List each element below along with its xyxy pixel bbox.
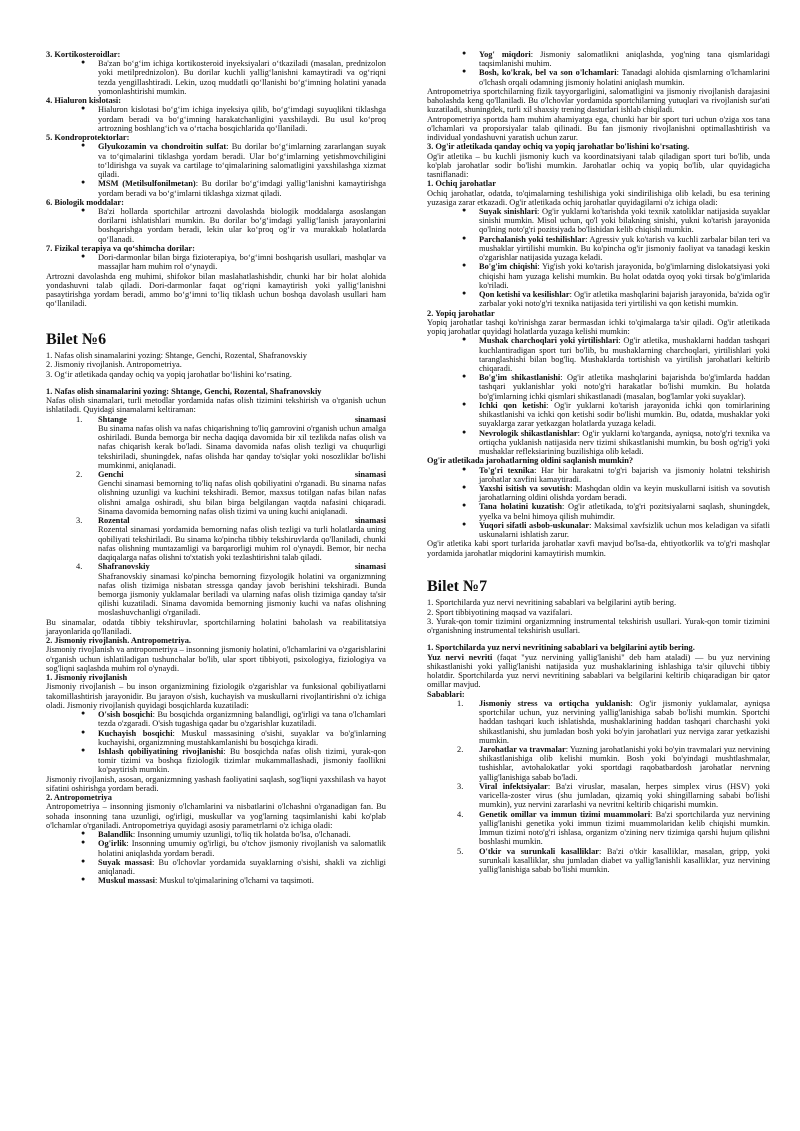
list-item xyxy=(98,729,386,747)
test-word: sinamasi xyxy=(354,516,386,526)
item-text: Genchi sinamasi bemorning to'liq nafas olish qobiliyatini o'rganadi. Bu sinama nafas olishning uzunligi va kuchini tekshiradi. Bemor, maxsus totilgan nafas bilan nafas olishni amalga oshiradi, shu bilan birga belgilangan vaqtda nafasini chiqaradi. Sinama davomida bemorning nafas olish tizimi va uning kuchi aniqlanadi. xyxy=(98,479,386,516)
test-word: sinamasi xyxy=(354,562,386,572)
item-text: : Og'ir atletika mashqlarini bajarish jarayonida, ba'zida og'ir zarbalar yoki noto'g'ri texnika natijasida teri yirtilishi va qon ketishi mumkin. xyxy=(479,290,771,309)
list-item xyxy=(98,207,386,244)
item-text: : Ba'zi sportchilarda yuz nervining yallig'lanishi genetika yoki immun tizimi muammolaridan kelib chiqishi mumkin. Immun tizimi noto'g'ri ishlasa, organizm o'zining nerv tizimiga qarshi hujum qilishni boshlashi mumkin. xyxy=(479,809,771,847)
term: Viral infektsiyalar xyxy=(479,781,548,791)
list-item xyxy=(98,179,386,197)
item-text: : Har bir harakatni to'g'ri bajarish va jismoniy holatni tekshirish jarohatlar xavfini kamaytiradi. xyxy=(479,465,770,484)
bullet-list xyxy=(427,466,770,540)
item-text: : Muskul massasining o'sishi, suyaklar va bo'g'inlarning kuchayishi, organizmning mustahkamlanishi bu bosqichga kiradi. xyxy=(98,728,387,747)
term: Og'irlik xyxy=(98,839,127,849)
term: Genetik omillar va immun tizimi muammolari xyxy=(479,809,651,819)
item-text: : Bu bosqichda nafas olish tizimi, yurak-qon tomir tizimi va boshqa fiziologik tizimlar mukammallashadi, jismoniy faollikni ko'paytirish mumkin. xyxy=(98,747,386,775)
paragraph-text: Hialuron kislotasi bo‘g‘im ichiga inyeksiya qilib, bo‘g‘imdagi suyuqlikni tiklashga yordam beradi va bo‘g‘imning harakatchanligini yaxshilaydi. Bu usul ko‘proq artrozning boshlang‘ich va o‘rtacha bosqichlarida qo‘llaniladi. xyxy=(98,105,386,133)
paragraph: Bu sinamalar, odatda tibbiy tekshiruvlar, sportchilarning holatini baholash va reabilitatsiya jarayonlarida qo'llaniladi. xyxy=(46,617,386,636)
paragraph: Nafas olish sinamalari, turli metodlar yordamida nafas olish tizimini tekshirish va o'rganish uchun ishlatiladi. Quyidagi sinamalarni keltiraman: xyxy=(46,396,386,415)
list-item xyxy=(76,562,386,618)
term: Bo'g'im shikastlanishi xyxy=(479,373,561,383)
item-text: : Agressiv yuk ko'tarish va kuchli zarbalar bilan teri va mushaklar yirtilishi mumkin. Bu ko'pincha og'ir jismoniy faoliyat va tanadagi keskin o'zgarishlar natijasida yuzaga keladi. xyxy=(479,234,770,263)
item-text: : Og'ir atletikada, to'g'ri pozitsiyalarni saqlash, shuningdek, yyelka va belni himoya qilish muhimdir. xyxy=(479,502,770,521)
item-text: : Og'ir yuklarni ko'tarishda yoki texnik xatoliklar natijasida suyaklar sinishi mumkin. Misol uchun, qo'l yoki bilakning sinishi, yukni ko'tarish jarayonida qo'lning noto'g'ri pozitsiyada bo'lishidan kelib chiqishi mumkin. xyxy=(479,206,770,235)
list-item xyxy=(479,502,770,520)
list-item xyxy=(479,50,770,68)
item-text: : Insonning umumiy og'irligi, bu o'tchov jismoniy rivojlanish va salomatlik holatini aniqlashda yordam beradi. xyxy=(98,839,386,858)
sub-heading: 1. Jismoniy rivojlanish xyxy=(46,673,128,683)
term: O'sish bosqichi xyxy=(98,710,153,720)
list-item xyxy=(98,839,386,857)
bullet-list xyxy=(46,142,386,197)
term: Yuqori sifatli asbob-uskunalar xyxy=(479,520,590,530)
list-number: 1. xyxy=(76,414,83,424)
item-text: : Yig'ish yoki ko'tarish jarayonida, bo'g'imlarning dislokatsiyasi yoki chiqishi ham yuzaga kelishi mumkin. Bu holat odatda oyoq yoki tirsak bo'g'imlarida ko'riladi. xyxy=(479,262,770,290)
item-text: : Og'ir yuklarni ko'tarish jarayonida ichki qon tomirlarining shikastlanishi va ichki qon ketishi sodir bo'lishi mumkin. Bu, odatda, mushaklar yoki suyaklarga zarar yetkazgan holatlarda yuzaga keladi. xyxy=(479,400,770,429)
term: Parchalanish yoki teshilishlar xyxy=(479,234,586,244)
term: Qon ketishi va kesilishlar xyxy=(479,290,570,300)
section-heading: 7. Fizikal terapiya va qo‘shimcha dorilar: xyxy=(46,243,195,253)
list-number: 2. xyxy=(76,469,83,479)
item-text: : Bu dorilar bo‘g‘imdagi yallig‘lanishni kamaytirishga yordam beradi va bo‘g‘imlarni tiklashga xizmat qiladi. xyxy=(98,179,386,198)
term: Kuchayish bosqichi xyxy=(98,728,173,738)
item-text: : Bu dorilar bo‘g‘imlarning zararlangan suyak va to‘qimalarini tiklashga yordam beradi. Ular bo‘g‘imlarning yetishmovchiligini to‘ldirishga va suyak va cartilage to‘qimalarining salomatligini yaxshilashga xizmat qiladi. xyxy=(98,142,386,180)
item-text: : Og'ir atletika, mushaklarni haddan tashqari kuchlantiradigan sport turi bo'lib, bu mushaklarning charchoqlari, yirtilishlari yoki taranglashishi bilan bog'liq. Mushaklarda tortishish va yirtilish jarohatlari keltirib chiqaradi. xyxy=(479,336,770,373)
test-word: sinamasi xyxy=(354,469,386,479)
list-number: 4. xyxy=(457,809,464,819)
list-item xyxy=(479,466,770,484)
bullet-list xyxy=(427,207,770,309)
list-item xyxy=(98,830,386,839)
term: Muskul massasi xyxy=(98,876,156,886)
item-text: : Og'ir yuklarni ko'targanda, ayniqsa, noto'g'ri texnika va ortiqcha yuklanish natijasida nerv tizimi shikastlanishi mumkin, bu bosh og'rig'i yoki mushaklar refleksiarining buzilishiga olib keladi. xyxy=(479,428,770,457)
section-heading: 3. Kortikosteroidlar: xyxy=(46,50,121,59)
item-text: Dori-darmonlar bilan birga fizioterapiya, bo‘g‘imni boshqarish usullari, mashqlar va massajlar ham muhim rol o‘ynaydi. xyxy=(98,253,386,272)
term: Yuz nervi nevriti xyxy=(427,652,493,662)
item-text: : Ba'zi o'tkir kasalliklar, masalan, gripp, yoki surunkali kasalliklar, shu jumladan diabet va yallig'lanishli kasalliklar, yuz nervining yallig'lanishiga sabab bo'lishi mumkin. xyxy=(479,846,770,875)
sub-heading: Sabablari: xyxy=(427,689,465,699)
item-text: : Tanadagi alohida qismlarning o'lchamlarini o'lchash orqali odamning jismoniy holatini aniqlash mumkin. xyxy=(479,68,770,87)
sub-heading: Og'ir atletikada jarohatlarning oldini saqlanish mumkin? xyxy=(427,456,634,466)
question: 2. Sport tibbiyotining maqsad va vazifalari. xyxy=(427,607,573,617)
item-text: : Yuzning jarohatlanishi yoki bo'yin travmalari yuz nervining shikastlanishiga olib kelishi mumkin. Bosh yoki bo'yindagi mushtlashmalar, tushishlar, avtohalokatlar yoki sportdagi raqobatbardosh jarohatlar nervning yallig'lanishiga sabab bo'ladi. xyxy=(479,745,770,782)
test-name: Shtange xyxy=(98,414,127,424)
item-text: : Insonning umumiy uzunligi, to'liq tik holatda bo'lsa, o'lchanadi. xyxy=(132,830,351,840)
list-item xyxy=(479,336,770,373)
term: Suyak massasi xyxy=(98,857,152,867)
sub-heading: 1. Ochiq jarohatlar xyxy=(427,179,496,189)
bullet-list xyxy=(427,50,770,87)
paragraph: Antropometriya – insonning jismoniy o'lchamlarini va nisbatlarini o'lchashni o'rganadigan fan. Bu sohada insonning tana uzunligi, og'irligi, muskullar va yog'larning taqsimlanishi kabi ko'plab o'lchamlar o'rganiladi. Antropometriya quyidagi asosiy parametrlarni o'z ichiga oladi: xyxy=(46,802,386,830)
list-item xyxy=(457,846,770,875)
right-column xyxy=(427,50,770,874)
list-item xyxy=(479,401,770,429)
section-heading: 5. Kondroprotektorlar: xyxy=(46,133,130,143)
item-text: : Bu bosqichda organizmning balandligi, og'irligi va tana o'lchamlari tezda o'zgaradi. O'sish tugashiga qadar bu o'zgarishlar kuzatiladi. xyxy=(98,710,386,729)
term: Tana holatini kuzatish xyxy=(479,502,562,512)
list-item xyxy=(76,414,386,470)
test-title xyxy=(98,470,386,479)
sub-heading: 2. Yopiq jarohatlar xyxy=(427,308,495,318)
test-name: Genchi xyxy=(98,469,124,479)
term: Nevrologik shikastlanishlar xyxy=(479,428,578,438)
ticket-title: Bilet №7 xyxy=(427,577,488,595)
term: Mushak charchoqlari yoki yirtilishlari xyxy=(479,336,619,346)
test-title xyxy=(98,516,386,525)
item-text: : Bu o'lchovlar yordamida suyaklarning o'sishi, shakli va zichligi aniqlanadi. xyxy=(98,857,386,877)
paragraph: Og'ir atletika kabi sport turlarida jarohatlar xavfi mavjud bo'lsa-da, ehtiyotkorlik va to'g'ri mashqlar yordamida jarohatlar miqdorini kamaytirish mumkin. xyxy=(427,539,770,558)
list-item xyxy=(98,253,386,271)
section-heading: 6. Biologik moddalar: xyxy=(46,197,124,207)
list-item xyxy=(479,290,770,308)
term: MSM (Metilsulfonilmetan) xyxy=(98,179,196,189)
section-heading: 4. Hialuron kislotasi: xyxy=(46,96,122,106)
question: 1. Sportchilarda yuz nervi nevritining sabablari va belgilarini aytib bering. xyxy=(427,598,677,608)
term: Jismoniy stress va ortiqcha yuklanish xyxy=(479,698,631,708)
paragraph: Antropometriya sportchilarning fizik tayyorgarligini, salomatligini va jismoniy rivojlanish darajasini baholashda keng qo'llaniladi. Bu o'lchovlar yordamida sportchilarning yutuqlari va rivojlanish sur'ati kuzatiladi, shuningdek, turli xil shaxsiy trening dasturlari ishlab chiqiladi. xyxy=(427,86,770,115)
item-text: : Ba'zi viruslar, masalan, herpes simplex virus (HSV) yoki varicella-zoster virus (shu jumladan, qizamiq yoki shingillarning sababi bo'lishi mumkin), yuz nervini zararlashi va nevritni keltirib chiqarishi mumkin. xyxy=(479,781,770,810)
answer-heading: 2. Jismoniy rivojlanish. Antropometriya. xyxy=(46,636,192,646)
paragraph: Yopiq jarohatlar tashqi ko'rinishga zarar bermasdan ichki to'qimalarga ta'sir qiladi. Og'ir atletikada yopiq jarohatlar quyidagi holatlarda yuzaga kelishi mumkin: xyxy=(427,317,770,337)
list-item xyxy=(479,235,770,263)
test-word: sinamasi xyxy=(354,414,386,424)
paragraph: Jismoniy rivojlanish – bu inson organizmining fiziologik o'zgarishlar va funksional qobiliyatlarni takomillashtirish jarayonidir. Bu jarayon o'sish, kuchayish va muskullarni rivojlantirishni o'z ichiga oladi. Jismoniy rivojlanish quyidagi bosqichlarda kuzatiladi: xyxy=(46,682,386,710)
answer-heading: 1. Nafas olish sinamalarini yozing: Shtange, Genchi, Rozental, Shafranovskiy xyxy=(46,386,322,396)
term: Yaxshi isitish va sovutish xyxy=(479,484,571,494)
list-number: 3. xyxy=(457,781,464,791)
item-text: : Mashqdan oldin va keyin muskullarni isitish va sovutish jarohatlarning oldini olishda yordam beradi. xyxy=(479,484,770,503)
list-item xyxy=(457,781,770,810)
list-item xyxy=(98,59,386,96)
list-item xyxy=(457,809,771,847)
list-item xyxy=(98,710,386,728)
paragraph: Artrozni davolashda eng muhimi, shifokor bilan maslahatlashishdir, chunki har bir holat alohida yondashuvni talab qiladi. Dori-darmonlar faqat og‘riqni kamaytirish yoki yallig‘lanishni pasaytirishga yordam beradi, ammo bo‘g‘imni to‘liq tiklash uchun boshqa davolash usullari ham qo‘llaniladi. xyxy=(46,271,386,309)
paragraph: Antropometriya sportda ham muhim ahamiyatga ega, chunki har bir sport turi uchun o'ziga xos tana o'lchamlari va proporsiyalar talab qilinadi. Bu fan jismoniy rivojlanishni optimallashtirish va individual yondashuvni yaratish uchun zarur. xyxy=(427,114,770,143)
sub-heading: 2. Antropometriya xyxy=(46,793,112,803)
bullet-list xyxy=(46,105,386,133)
list-item xyxy=(98,105,386,133)
paragraph: Ochiq jarohatlar, odatda, to'qimalarning teshilishiga yoki sindirilishiga olib keladi, bu esa terining yuzasiga zarar etkazadi. Og'ir atletikada ochiq jarohatlar quyidagilarni o'z ichiga oladi: xyxy=(427,188,770,207)
list-item xyxy=(76,469,386,516)
term: Ichki qon ketishi xyxy=(479,400,547,410)
list-item xyxy=(479,521,770,539)
term: Yog' miqdori xyxy=(479,50,531,59)
numbered-list xyxy=(427,699,770,874)
item-text: : Og'ir jismoniy yuklamalar, ayniqsa sportchilar uchun, yuz nervining yallig'lanishiga sabab bo'lishi mumkin. Sportchi haddan tashqari kuch ishlatishda, mushaklarining haddan tashqari charchashi yoki shikastlanishi, shu jumladan bosh yoki bo'yin jarohatlari yuz nerviga zarar yetkazishi mumkin. xyxy=(479,698,770,745)
list-item xyxy=(98,142,386,179)
term: Ishlash qobiliyatining rivojlanishi xyxy=(98,747,224,756)
list-item xyxy=(457,745,770,782)
paragraph-text: (faqat "yuz nervining yallig'lanishi" deb ham ataladi) — bu yuz nervining shikastlanishi yoki yallig'lanishi natijasida yuz mushaklarining ishlashiga ta'sir qiluvchi tibbiy holatdir. Sportchilarda yuz nervi nevritining sabablari va belgilarini keltirib chiqaradigan bir qator omillar mavjud. xyxy=(427,652,771,690)
bullet-list xyxy=(46,207,386,244)
list-number: 4. xyxy=(76,562,83,572)
answer-heading: 1. Sportchilarda yuz nervi nevritining sabablari va belgilarini aytib bering. xyxy=(427,643,695,653)
item-text: : Maksimal xavfsizlik uchun mos keladigan va sifatli uskunalarni ishlatish zarur. xyxy=(479,520,770,540)
bullet-list xyxy=(46,830,386,885)
bullet-list xyxy=(427,336,770,456)
ticket-title: Bilet №6 xyxy=(46,330,107,348)
paragraph: Jismoniy rivojlanish, asosan, organizmning yashash faoliyatini saqlash, sog'liqni yaxshilash va hayot sifatini oshirishga yordam beradi. xyxy=(46,774,386,793)
item-text: Ba'zi hollarda sportchilar artrozni davolashda biologik moddalarga asoslangan dorilarni ishlatishlari mumkin. Bu dorilar bo‘g‘imdagi yallig‘lanish jarayonlarini boshqarishga yordam beradi, lekin ular ko‘proq og‘ir va murakkab holatlarda qo‘llanadi. xyxy=(98,206,386,244)
list-item xyxy=(479,262,770,290)
term: Suyak sinishlari xyxy=(479,206,538,216)
bullet-list xyxy=(46,59,386,96)
left-column xyxy=(46,50,386,886)
bullet-list xyxy=(46,710,386,775)
item-text: Shafranovskiy sinamasi ko'pincha bemorning fizyologik holatini va organizmning nafas olish tizimiga nisbatan stressga qanday javob berishini tekshiradi. Bunda bemorga jismoniy yuklamalar beriladi va ularning nafas olish tizimiga qanday ta'sir qilishi kuzatiladi. Sinama davomida bemorning jismoniy kuchi va nafas olishning moslashuvchanligi o'rganiladi. xyxy=(98,571,386,618)
item-text: : Og'ir atletika mashqlarini bajarishda bo'g'imlarda haddan tashqari yuklanishlar yoki noto'g'ri harakatlar bo'lishi mumkin. Bu holatda bo'g'imlarning ichki qismlari shikastlanadi (masalan, bog'lamlar yoki suyaklar). xyxy=(479,373,770,401)
list-number: 5. xyxy=(457,846,464,856)
bullet-list xyxy=(46,253,386,271)
question: 2. Jismoniy rivojlanish. Antropometriya. xyxy=(46,360,182,370)
item-text: : Jismoniy salomatlikni aniqlashda, yog'ning tana qismlaridagi taqsimlanishi muhim. xyxy=(479,50,770,69)
answer-heading: 3. Og'ir atletikada qanday ochiq va yopiq jarohatlar bo'lishini ko'rsating. xyxy=(427,142,690,152)
test-title xyxy=(98,562,386,571)
term: Jarohatlar va travmalar xyxy=(479,745,566,754)
term: Bo'g'im chiqishi xyxy=(479,262,538,272)
term: Bosh, ko'krak, bel va son o'lchamlari xyxy=(479,68,617,78)
list-number: 1. xyxy=(457,698,464,708)
term: Glyukozamin va chondroitin sulfat xyxy=(98,142,227,152)
item-text: Bu sinama nafas olish va nafas chiqarishning to'liq gamrovini o'rganish uchun amalga oshiriladi. Bunda bemorga bir necha daqiqa davomida bir xil tezlikda nafas olish va nafas chiqarish kerak bo'ladi. Sinama davomida nafas olish tezligi va chuqurligi tekshiriladi, shuningdek, nafas olishda har qanday to'siqlar yoki nosozliklar bo'lishi mumkinmi, aniqlanadi. xyxy=(98,423,386,470)
list-item xyxy=(479,207,770,235)
list-item xyxy=(76,516,386,563)
term: O'tkir va surunkali kasalliklar xyxy=(479,846,599,856)
list-number: 3. xyxy=(76,516,83,526)
question: 3. Yurak-qon tomir tizimini organizmning instrumental tekshirish usullari. Yurak-qon tomir tizimini o'rganishning instrumental tekshirish usullari. xyxy=(427,616,770,636)
list-item xyxy=(479,429,770,457)
test-title xyxy=(98,415,386,424)
list-item xyxy=(479,373,770,401)
list-item xyxy=(98,747,386,775)
list-number: 2. xyxy=(457,745,464,754)
question: 3. Og‘ir atletikada qanday ochiq va yopiq jarohatlar bo‘lishini ko‘rsating. xyxy=(46,369,292,379)
term: Balandlik xyxy=(98,830,133,840)
test-name: Shafranovskiy xyxy=(98,562,150,572)
term: To'g'ri texnika xyxy=(479,465,535,475)
list-item xyxy=(479,68,770,86)
list-item xyxy=(479,484,770,502)
paragraph: Jismoniy rivojlanish va antropometriya – insonning jismoniy holatini, o'lchamlarini va o'zgarishlarini o'rganish uchun ishlatiladigan tushunchalar bo'lib, ular sport tibbiyoti, psixologiya, fiziologiya va sog'liqni saqlashda muhim rol o'ynaydi. xyxy=(46,645,386,673)
question: 1. Nafas olish sinamalarini yozing: Shtange, Genchi, Rozental, Shafranovskiy xyxy=(46,351,307,361)
test-name: Rozental xyxy=(98,516,130,526)
paragraph: Og'ir atletika – bu kuchli jismoniy kuch va koordinatsiyani talab qiladigan sport turi bo'lib, unda ko'plab jarohatlar sodir bo'lishi mumkin. Jarohatlar ochiq va yopiq bo'lib, ular quyidagicha tasniflanadi: xyxy=(427,151,770,180)
list-item xyxy=(98,858,386,876)
paragraph-text: Ba'zan bo‘g‘im ichiga kortikosteroid inyeksiyalari o‘tkaziladi (masalan, prednizolon yoki metilprednizolon). Bu dorilar kuchli yallig‘lanishni kamaytiradi va og‘riqni tezda yengillashtiradi. Lekin, uzoq muddatli qo‘llanishi bo‘g‘imning holatini yanada yomonlashtirishi mumkin. xyxy=(98,59,386,96)
list-item xyxy=(98,876,386,885)
item-text: : Muskul to'qimalarining o'lchami va taqsimoti. xyxy=(155,876,314,886)
item-text: Rozental sinamasi yordamida bemorning nafas olish tezligi va turli holatlarda uning qobiliyati tekshiriladi. Bu sinama ko'pincha tibbiy tekshiruvlarda qo'llaniladi, chunki nafas olishning muntazamligi va barqarorligi muhim rol o'ynaydi. Bemor, bir necha daqiqalarga nafas olishni to'xtatish yoki tezlashtirishni talab qiladi. xyxy=(98,525,386,563)
numbered-list xyxy=(46,415,386,618)
paragraph xyxy=(427,653,770,690)
list-item xyxy=(457,698,770,745)
